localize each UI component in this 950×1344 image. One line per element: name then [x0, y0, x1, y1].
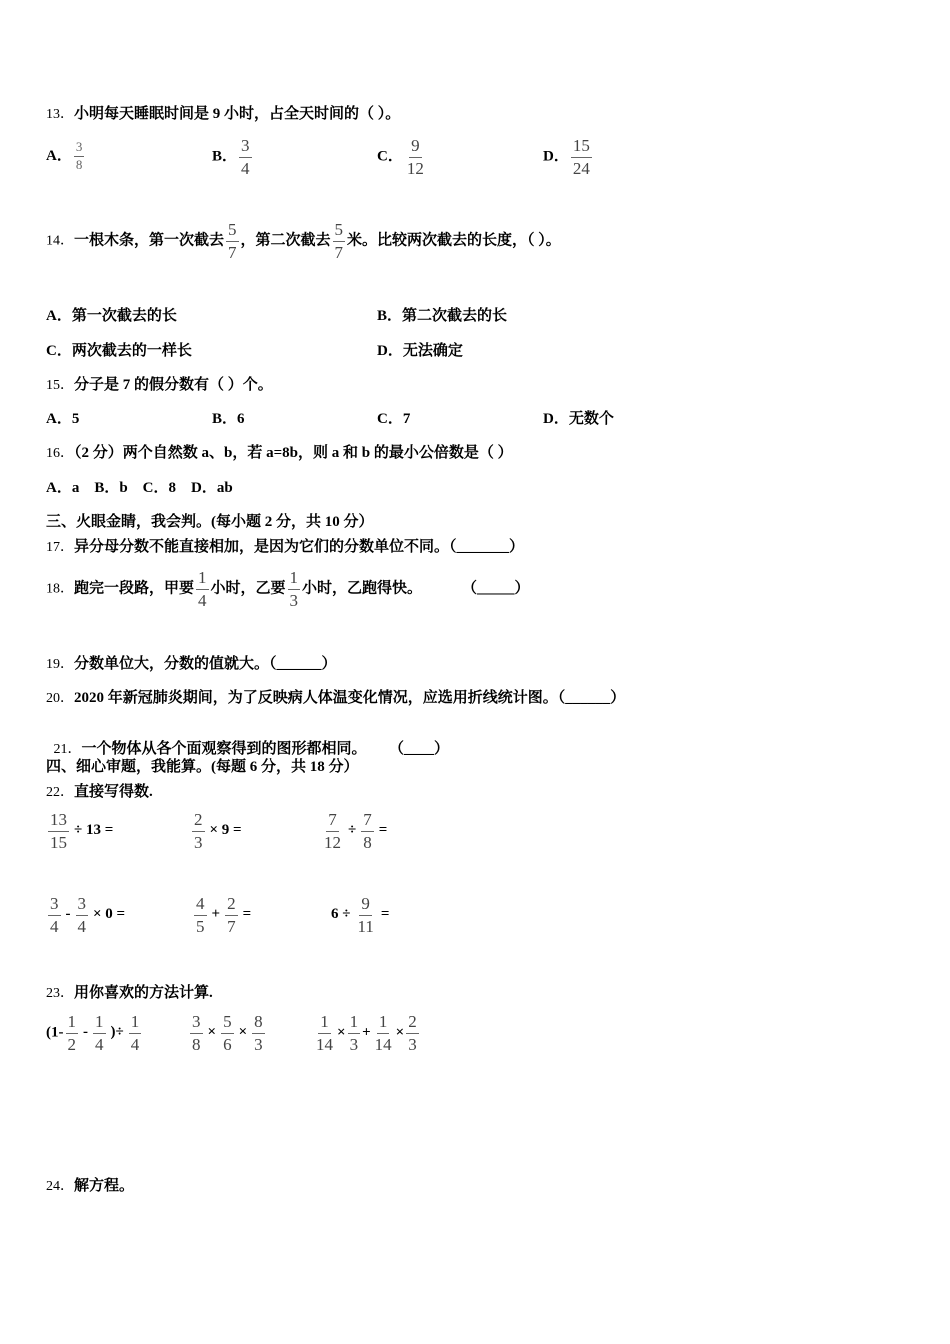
q15-option-d[interactable]: D．无数个: [543, 411, 614, 427]
denominator: 3: [194, 832, 203, 852]
expression-operator: (1-: [46, 1024, 64, 1041]
fraction: [348, 1012, 361, 1054]
question-text: 跑完一段路，甲要: [74, 580, 195, 597]
denominator: 4: [198, 590, 207, 610]
question-text: （2 分）两个自然数 a、b，若 a=8b，则 a 和 b 的最小公倍数是（ ）: [74, 445, 513, 461]
fraction: [225, 894, 238, 936]
numerator: 2: [192, 810, 205, 832]
fraction: [93, 1012, 106, 1054]
denominator: 14: [316, 1034, 333, 1054]
denominator: 7: [227, 916, 236, 936]
q15-option-c[interactable]: C．7: [377, 411, 411, 427]
fraction: [194, 894, 207, 936]
denominator: 11: [357, 916, 374, 936]
question-14: [46, 220, 561, 262]
option-label: D．: [543, 148, 569, 165]
q22-expression-4: [46, 894, 128, 936]
expression-operator: ×: [207, 1024, 217, 1041]
question-number: 13．: [46, 107, 74, 122]
question-text: 小时，乙跑得快。: [302, 580, 423, 597]
denominator: 24: [572, 158, 590, 178]
question-number: 16．: [46, 446, 74, 461]
denominator: 15: [50, 832, 67, 852]
question-number: 21．: [53, 742, 82, 757]
question-text: 一根木条，第一次截去: [74, 232, 225, 249]
question-number: 18．: [46, 581, 74, 597]
numerator: 3: [76, 894, 89, 916]
fraction: [333, 220, 346, 262]
numerator: 3: [190, 1012, 203, 1034]
denominator: 2: [67, 1034, 76, 1054]
question-text: 小时，乙要: [210, 580, 286, 597]
q23-expression-3: [312, 1012, 421, 1054]
question-16: [46, 441, 513, 462]
fraction: [571, 136, 592, 178]
numerator: 3: [239, 136, 252, 158]
question-20: [46, 686, 625, 707]
denominator: 8: [75, 156, 83, 172]
numerator: 1: [66, 1012, 79, 1034]
numerator: 4: [194, 894, 207, 916]
q15-option-b[interactable]: B．6: [212, 411, 245, 427]
fraction: [129, 1012, 142, 1054]
q22-expression-1: [46, 810, 116, 852]
expression-operator: ÷: [348, 822, 357, 839]
fraction: [48, 810, 69, 852]
numerator: 1: [377, 1012, 390, 1034]
denominator: 3: [408, 1034, 417, 1054]
fraction: [226, 220, 239, 262]
numerator: 9: [409, 136, 422, 158]
question-24: [46, 1174, 134, 1195]
denominator: 7: [334, 242, 344, 262]
numerator: 7: [361, 810, 374, 832]
expression-operator: × 0 =: [93, 906, 126, 923]
denominator: 6: [223, 1034, 232, 1054]
numerator: 1: [93, 1012, 106, 1034]
fraction: [322, 810, 343, 852]
expression-operator: ×: [395, 1024, 405, 1041]
expression-operator: -: [65, 906, 71, 923]
expression-operator: )÷: [110, 1024, 124, 1041]
question-text: 用你喜欢的方法计算.: [74, 985, 213, 1001]
question-text: 小明每天睡眠时间是 9 小时，占全天时间的（ ）。: [74, 106, 401, 122]
q13-option-d[interactable]: [543, 136, 594, 178]
numerator: 5: [221, 1012, 234, 1034]
q16-options[interactable]: A．a B．b C．8 D．ab: [46, 480, 233, 496]
question-text: 直接写得数.: [74, 784, 153, 800]
numerator: 5: [226, 220, 239, 242]
question-number: 24．: [46, 1179, 74, 1194]
numerator: 1: [348, 1012, 361, 1034]
denominator: 3: [289, 590, 299, 610]
fraction: [373, 1012, 394, 1054]
question-18: [46, 568, 530, 610]
denominator: 3: [349, 1034, 359, 1054]
denominator: 14: [374, 1034, 392, 1054]
numerator: 1: [196, 568, 209, 590]
q15-option-a[interactable]: A．5: [46, 411, 80, 427]
q13-option-b[interactable]: [212, 136, 254, 178]
numerator: 3: [48, 894, 61, 916]
numerator: 7: [326, 810, 339, 832]
fraction: [314, 1012, 335, 1054]
numerator: 2: [225, 894, 238, 916]
q22-expression-6: [328, 894, 392, 936]
fraction: [190, 1012, 203, 1054]
question-15: [46, 373, 273, 394]
option-label: C．: [377, 148, 403, 165]
numerator: 2: [406, 1012, 419, 1034]
denominator: 3: [254, 1034, 263, 1054]
expression-operator: =: [378, 822, 388, 839]
fraction: [405, 136, 426, 178]
denominator: 8: [363, 832, 372, 852]
numerator: 9: [359, 894, 372, 916]
fraction: [239, 136, 252, 178]
fraction: [196, 568, 209, 610]
expression-operator: ×: [337, 1024, 346, 1041]
question-number: 17．: [46, 540, 74, 555]
question-19: [46, 652, 337, 673]
q22-expression-2: [190, 810, 245, 852]
numerator: 5: [333, 220, 346, 242]
q14-option-b[interactable]: B．第二次截去的长: [377, 308, 508, 324]
q22-expression-3: [320, 810, 390, 852]
question-text: 分子是 7 的假分数有（ ）个。: [74, 377, 273, 393]
fraction: [355, 894, 375, 936]
denominator: 4: [241, 158, 250, 178]
expression-operator: -: [83, 1024, 88, 1041]
fraction: [406, 1012, 419, 1054]
expression-operator: × 9 =: [209, 822, 242, 839]
question-17: [46, 535, 524, 556]
fraction: [288, 568, 301, 610]
question-text: 异分母分数不能直接相加，是因为它们的分数单位不同。（_______）: [74, 539, 525, 555]
q14-option-a[interactable]: A．第一次截去的长: [46, 308, 177, 324]
question-text: ，第二次截去: [240, 232, 331, 249]
fraction: [252, 1012, 265, 1054]
denominator: 4: [50, 916, 59, 936]
question-text: 2020 年新冠肺炎期间，为了反映病人体温变化情况，应选用折线统计图。（______）: [74, 690, 626, 706]
question-text: 解方程。: [74, 1178, 135, 1194]
fraction: [48, 894, 61, 936]
expression-operator: =: [380, 906, 390, 923]
question-number: 14．: [46, 233, 74, 249]
fraction: [361, 810, 374, 852]
section-4-title: 四、细心审题，我能算。(每题 6 分，共 18 分）: [46, 759, 359, 775]
denominator: 7: [228, 242, 237, 262]
question-13: [46, 102, 400, 123]
option-label: B．: [212, 148, 238, 165]
q14-option-d[interactable]: D．无法确定: [377, 343, 463, 359]
denominator: 5: [196, 916, 205, 936]
denominator: 4: [130, 1034, 140, 1054]
question-number: 20．: [46, 691, 74, 706]
question-number: 23．: [46, 986, 74, 1001]
question-22: [46, 780, 153, 801]
question-number: 22．: [46, 785, 74, 800]
question-text: 米。比较两次截去的长度，（ ）。: [347, 232, 561, 249]
denominator: 12: [324, 832, 341, 852]
q13-option-c[interactable]: [377, 136, 428, 178]
q14-option-c[interactable]: C．两次截去的一样长: [46, 343, 192, 359]
question-number: 19．: [46, 657, 74, 672]
expression-operator: 6 ÷: [331, 906, 351, 923]
numerator: 1: [318, 1012, 331, 1034]
expression-operator: +: [211, 906, 221, 923]
fraction: [66, 1012, 79, 1054]
q22-expression-5: [192, 894, 254, 936]
fraction: [221, 1012, 234, 1054]
answer-blank[interactable]: （_____）: [462, 580, 530, 597]
numerator: 3: [74, 140, 85, 157]
fraction: [192, 810, 205, 852]
q23-expression-1: [46, 1012, 143, 1054]
denominator: 4: [95, 1034, 104, 1054]
denominator: 12: [406, 158, 424, 178]
expression-operator: =: [242, 906, 252, 923]
numerator: 8: [252, 1012, 265, 1034]
section-3-title: 三、火眼金睛，我会判。(每小题 2 分，共 10 分）: [46, 514, 374, 530]
q13-option-a[interactable]: [46, 140, 86, 173]
question-number: 15．: [46, 378, 74, 393]
expression-operator: ÷ 13 =: [74, 822, 114, 839]
question-21: [46, 720, 449, 758]
denominator: 4: [77, 916, 86, 936]
option-label: A．: [46, 147, 72, 164]
fraction: [76, 894, 89, 936]
numerator: 1: [129, 1012, 142, 1034]
q23-expression-2: [188, 1012, 267, 1054]
question-23: [46, 981, 213, 1002]
expression-operator: +: [362, 1024, 371, 1041]
numerator: 15: [571, 136, 592, 158]
expression-operator: ×: [238, 1024, 248, 1041]
question-text: 一个物体从各个面观察得到的图形都相同。 （____）: [81, 741, 450, 757]
numerator: 13: [48, 810, 69, 832]
numerator: 1: [288, 568, 301, 590]
fraction: [74, 140, 85, 173]
denominator: 8: [192, 1034, 201, 1054]
question-text: 分数单位大，分数的值就大。（______）: [74, 656, 337, 672]
